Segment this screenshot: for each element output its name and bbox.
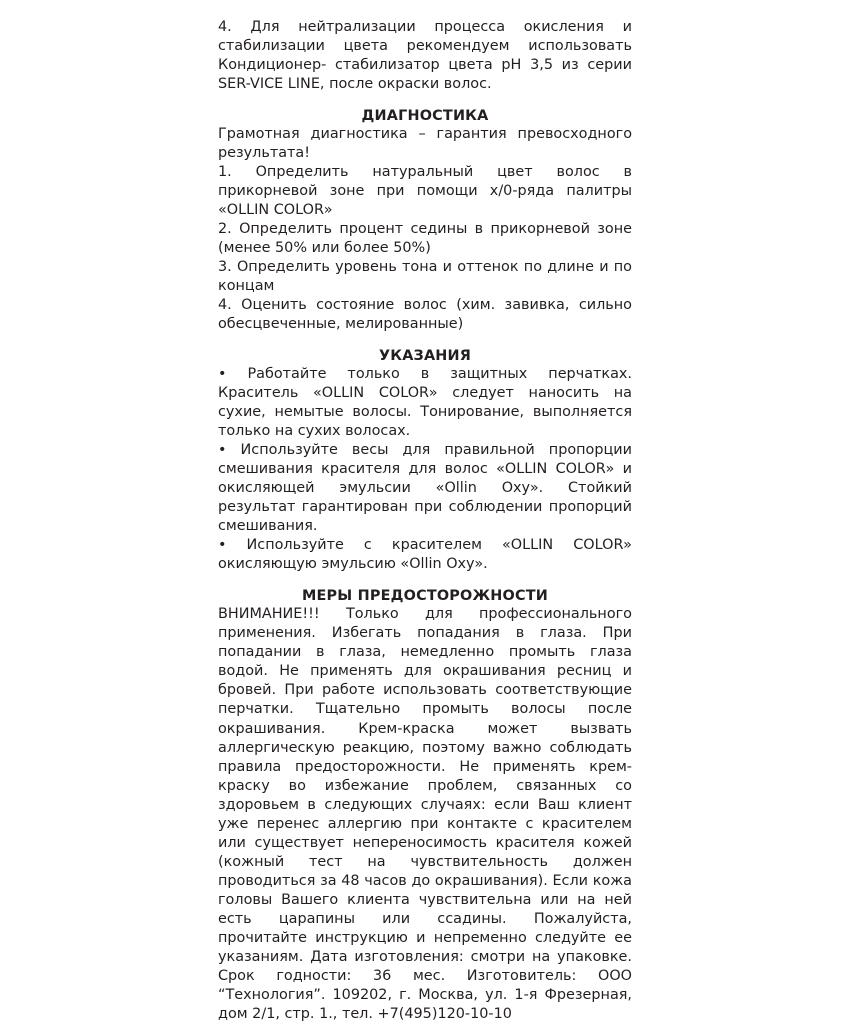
section-heading: ДИАГНОСТИКА <box>361 108 489 125</box>
section-heading: МЕРЫ ПРЕДОСТОРОЖНОСТИ <box>302 588 548 605</box>
section-mery-predostorozhnosti <box>218 588 632 1023</box>
section-paragraph: • Используйте весы для правильной пропорции смешивания красителя для волос «OLLIN COLOR» и окисляющей эмульсии «Ollin Oxy». Стойкий результат гарантирован при соблюдении пропорций смешивания. <box>218 442 632 535</box>
section-paragraph: 2. Определить процент седины в прикорневой зоне (менее 50% или более 50%) <box>218 221 632 257</box>
section-paragraph: 1. Определить натуральный цвет волос в прикорневой зоне при помощи х/0-ряда палитры «OLLIN COLOR» <box>218 164 632 219</box>
section-paragraph: 4. Оценить состояние волос (хим. завивка, сильно обесцвеченные, мелированные) <box>218 297 632 333</box>
section-paragraph: 3. Определить уровень тона и оттенок по длине и по концам <box>218 259 632 295</box>
section-paragraph: Грамотная диагностика – гарантия превосходного результата! <box>218 126 632 162</box>
intro-paragraph: 4. Для нейтрализации процесса окисления и стабилизации цвета рекомендуем использовать Кондиционер- стабилизатор цвета рН 3,5 из серии SER-VICE LINE, после окраски волос. <box>218 19 632 93</box>
section-heading: УКАЗАНИЯ <box>378 348 472 365</box>
section-diagnostika <box>218 108 632 334</box>
section-paragraph: ВНИМАНИЕ!!! Только для профессионального применения. Избегать попадания в глаза. При попадании в глаза, немедленно промыть глаза водой. Не применять для окрашивания ресниц и бровей. При работе использовать соответствующие перчатки. Тщательно промыть волосы после окрашивания. Крем-краска может вызвать аллергическую реакцию, поэтому важно соблюдать правила предосторожности. Не применять крем-краску во избежание проблем, связанных со здоровьем в следующих случаях: если Ваш клиент уже перенес аллергию при контакте с красителем или существует непереносимость красителя кожей (кожный тест на чувствительность должен проводиться за 48 часов до окрашивания). Если кожа головы Вашего клиента чувствительна или на ней есть царапины или ссадины. Пожалуйста, прочитайте инструкцию и непременно следуйте ее указаниям. Дата изготовления: смотри на упаковке. Срок годности: 36 мес. Изготовитель: ООО “Технология”. 109202, г. Москва, ул. 1-я Фрезерная, дом 2/1, стр. 1., тел. +7(495)120-10-10 <box>218 606 632 1022</box>
text-column <box>218 18 632 1024</box>
section-ukazaniya <box>218 348 632 574</box>
section-paragraph: • Используйте с красителем «OLLIN COLOR» окисляющую эмульсию «Ollin Oxy». <box>218 537 632 573</box>
section-paragraph: • Работайте только в защитных перчатках. Краситель «OLLIN COLOR» следует наносить на сухие, немытые волосы. Тонирование, выполняется только на сухих волосах. <box>218 366 632 440</box>
intro-item <box>218 18 632 94</box>
